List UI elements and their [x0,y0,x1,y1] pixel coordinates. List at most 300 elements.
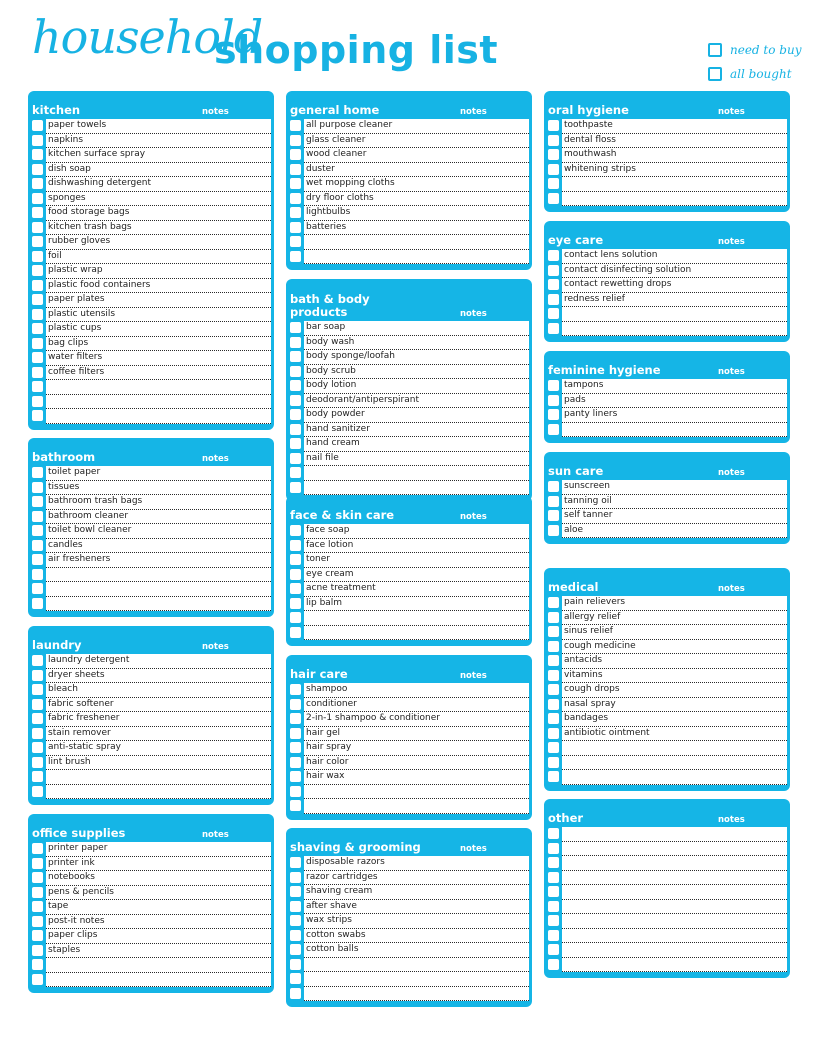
item-line[interactable] [562,914,787,929]
item-line[interactable] [46,900,271,915]
item-line[interactable] [46,293,271,308]
item-checkbox[interactable] [290,554,301,565]
item-checkbox[interactable] [32,728,43,739]
item-line[interactable] [304,770,529,785]
item-line[interactable] [304,221,529,236]
item-line[interactable] [46,192,271,207]
item-line[interactable] [562,423,787,438]
item-checkbox[interactable] [548,395,559,406]
item-checkbox[interactable] [548,771,559,782]
item-line[interactable] [46,134,271,149]
item-checkbox[interactable] [290,251,301,262]
item-line[interactable] [46,221,271,236]
item-checkbox[interactable] [548,178,559,189]
item-checkbox[interactable] [290,149,301,160]
item-line[interactable] [562,654,787,669]
item-line[interactable] [304,452,529,467]
item-line[interactable] [562,278,787,293]
item-checkbox[interactable] [548,757,559,768]
item-line[interactable] [562,640,787,655]
item-checkbox[interactable] [290,482,301,493]
item-checkbox[interactable] [290,467,301,478]
item-checkbox[interactable] [32,352,43,363]
item-line[interactable] [562,307,787,322]
item-line[interactable] [304,568,529,583]
item-checkbox[interactable] [290,872,301,883]
item-checkbox[interactable] [32,294,43,305]
item-label: 2-in-1 shampoo & conditioner [306,713,441,723]
item-checkbox[interactable] [290,800,301,811]
item-line[interactable] [46,148,271,163]
item-line[interactable] [46,756,271,771]
item-checkbox[interactable] [32,655,43,666]
item-checkbox[interactable] [290,583,301,594]
item-line[interactable] [304,148,529,163]
item-line[interactable] [562,249,787,264]
item-checkbox[interactable] [290,380,301,391]
item-line[interactable] [562,770,787,785]
item-line[interactable] [304,250,529,265]
item-line[interactable] [562,900,787,915]
item-line[interactable] [562,885,787,900]
item-line[interactable] [304,987,529,1002]
item-checkbox[interactable] [548,323,559,334]
item-checkbox[interactable] [548,149,559,160]
item-line[interactable] [562,712,787,727]
item-line[interactable] [46,654,271,669]
item-checkbox[interactable] [290,178,301,189]
item-label: air fresheners [48,554,111,564]
item-checkbox[interactable] [290,453,301,464]
item-line[interactable] [46,409,271,424]
item-line[interactable] [562,827,787,842]
item-checkbox[interactable] [32,396,43,407]
item-line[interactable] [46,308,271,323]
item-checkbox[interactable] [548,612,559,623]
item-line[interactable] [304,756,529,771]
item-checkbox[interactable] [32,193,43,204]
item-checkbox[interactable] [32,309,43,320]
item-checkbox[interactable] [290,424,301,435]
item-checkbox[interactable] [548,872,559,883]
item-checkbox[interactable] [548,164,559,175]
item-checkbox[interactable] [290,540,301,551]
item-checkbox[interactable] [290,627,301,638]
item-checkbox[interactable] [548,496,559,507]
item-line[interactable] [46,366,271,381]
item-line[interactable] [304,481,529,496]
item-checkbox[interactable] [290,786,301,797]
item-checkbox[interactable] [548,915,559,926]
item-checkbox[interactable] [290,207,301,218]
item-line[interactable] [562,683,787,698]
item-line[interactable] [46,973,271,988]
item-line[interactable] [46,337,271,352]
item-line[interactable] [304,698,529,713]
item-checkbox[interactable] [32,887,43,898]
item-line[interactable] [304,163,529,178]
item-checkbox[interactable] [290,988,301,999]
item-checkbox[interactable] [290,193,301,204]
item-checkbox[interactable] [32,540,43,551]
item-line[interactable] [46,582,271,597]
item-line[interactable] [304,900,529,915]
item-line[interactable] [304,177,529,192]
item-line[interactable] [304,350,529,365]
item-line[interactable] [304,871,529,886]
item-line[interactable] [304,799,529,814]
item-checkbox[interactable] [32,771,43,782]
list-item [286,553,532,568]
item-line[interactable] [46,235,271,250]
item-checkbox[interactable] [548,409,559,420]
item-line[interactable] [46,944,271,959]
item-checkbox[interactable] [290,525,301,536]
item-line[interactable] [562,322,787,337]
item-line[interactable] [304,597,529,612]
item-checkbox[interactable] [290,699,301,710]
item-line[interactable] [46,770,271,785]
item-checkbox[interactable] [32,265,43,276]
item-line[interactable] [304,408,529,423]
item-line[interactable] [46,163,271,178]
item-line[interactable] [562,148,787,163]
item-checkbox[interactable] [548,525,559,536]
list-item [544,408,790,423]
item-checkbox[interactable] [32,945,43,956]
item-line[interactable] [304,379,529,394]
item-checkbox[interactable] [32,149,43,160]
item-line[interactable] [46,669,271,684]
item-line[interactable] [304,394,529,409]
item-line[interactable] [562,163,787,178]
item-checkbox[interactable] [32,525,43,536]
item-line[interactable] [562,495,787,510]
item-checkbox[interactable] [32,236,43,247]
item-line[interactable] [304,958,529,973]
item-checkbox[interactable] [32,338,43,349]
item-checkbox[interactable] [548,481,559,492]
item-checkbox[interactable] [290,366,301,377]
item-checkbox[interactable] [290,222,301,233]
item-checkbox[interactable] [290,973,301,984]
item-line[interactable] [304,683,529,698]
item-checkbox[interactable] [548,135,559,146]
item-line[interactable] [304,119,529,134]
item-checkbox[interactable] [548,641,559,652]
item-checkbox[interactable] [548,742,559,753]
item-checkbox[interactable] [290,959,301,970]
item-checkbox[interactable] [290,757,301,768]
item-line[interactable] [562,842,787,857]
item-checkbox[interactable] [548,843,559,854]
item-checkbox[interactable] [548,828,559,839]
item-line[interactable] [46,597,271,612]
item-line[interactable] [304,785,529,800]
item-checkbox[interactable] [290,901,301,912]
item-checkbox[interactable] [548,308,559,319]
item-checkbox[interactable] [290,771,301,782]
item-checkbox[interactable] [548,193,559,204]
item-checkbox[interactable] [548,728,559,739]
item-line[interactable] [304,437,529,452]
item-line[interactable] [562,929,787,944]
item-line[interactable] [304,192,529,207]
item-checkbox[interactable] [290,395,301,406]
item-checkbox[interactable] [548,901,559,912]
item-line[interactable] [304,611,529,626]
item-line[interactable] [46,264,271,279]
item-checkbox[interactable] [548,684,559,695]
item-line[interactable] [304,336,529,351]
item-checkbox[interactable] [290,164,301,175]
item-checkbox[interactable] [32,901,43,912]
item-line[interactable] [46,395,271,410]
item-line[interactable] [46,119,271,134]
item-line[interactable] [304,856,529,871]
item-line[interactable] [46,351,271,366]
item-checkbox[interactable] [32,974,43,985]
item-line[interactable] [562,480,787,495]
item-checkbox[interactable] [548,380,559,391]
item-line[interactable] [562,596,787,611]
item-line[interactable] [46,727,271,742]
item-line[interactable] [304,972,529,987]
item-line[interactable] [304,321,529,336]
item-line[interactable] [304,235,529,250]
item-checkbox[interactable] [548,250,559,261]
item-line[interactable] [562,524,787,539]
item-checkbox[interactable] [548,655,559,666]
item-checkbox[interactable] [32,381,43,392]
item-line[interactable] [46,322,271,337]
item-line[interactable] [304,929,529,944]
item-checkbox[interactable] [290,569,301,580]
item-line[interactable] [304,365,529,380]
item-checkbox[interactable] [290,684,301,695]
item-line[interactable] [562,177,787,192]
item-checkbox[interactable] [32,670,43,681]
item-checkbox[interactable] [32,699,43,710]
item-line[interactable] [46,741,271,756]
item-checkbox[interactable] [32,135,43,146]
item-line[interactable] [562,134,787,149]
item-line[interactable] [562,741,787,756]
item-line[interactable] [562,856,787,871]
item-line[interactable] [46,539,271,554]
item-checkbox[interactable] [290,438,301,449]
item-line[interactable] [46,785,271,800]
item-line[interactable] [304,741,529,756]
item-checkbox[interactable] [32,482,43,493]
item-line[interactable] [304,423,529,438]
item-line[interactable] [46,698,271,713]
item-line[interactable] [46,250,271,265]
item-line[interactable] [46,886,271,901]
item-line[interactable] [562,293,787,308]
item-checkbox[interactable] [548,279,559,290]
item-checkbox[interactable] [32,786,43,797]
item-checkbox[interactable] [32,280,43,291]
item-checkbox[interactable] [548,265,559,276]
item-line[interactable] [304,712,529,727]
item-line[interactable] [562,669,787,684]
item-line[interactable] [46,380,271,395]
item-checkbox[interactable] [548,626,559,637]
item-label: pads [564,394,586,405]
item-checkbox[interactable] [548,857,559,868]
item-checkbox[interactable] [32,120,43,131]
item-checkbox[interactable] [290,409,301,420]
item-checkbox[interactable] [32,222,43,233]
item-line[interactable] [562,264,787,279]
item-checkbox[interactable] [548,597,559,608]
item-checkbox[interactable] [32,410,43,421]
item-checkbox[interactable] [290,236,301,247]
item-line[interactable] [46,466,271,481]
item-line[interactable] [562,698,787,713]
item-checkbox[interactable] [32,959,43,970]
item-checkbox[interactable] [32,164,43,175]
item-checkbox[interactable] [32,916,43,927]
item-checkbox[interactable] [32,872,43,883]
item-checkbox[interactable] [548,424,559,435]
item-checkbox[interactable] [290,135,301,146]
item-checkbox[interactable] [290,337,301,348]
item-line[interactable] [46,553,271,568]
item-checkbox[interactable] [32,742,43,753]
list-item [28,177,274,192]
item-checkbox[interactable] [32,757,43,768]
item-line[interactable] [304,553,529,568]
item-checkbox[interactable] [32,511,43,522]
item-checkbox[interactable] [32,207,43,218]
item-line[interactable] [304,626,529,641]
item-checkbox[interactable] [290,322,301,333]
item-line[interactable] [46,871,271,886]
item-line[interactable] [46,568,271,583]
item-checkbox[interactable] [32,467,43,478]
item-line[interactable] [304,943,529,958]
item-checkbox[interactable] [290,120,301,131]
item-line[interactable] [562,408,787,423]
item-checkbox[interactable] [290,886,301,897]
item-checkbox[interactable] [32,858,43,869]
item-checkbox[interactable] [32,251,43,262]
item-line[interactable] [46,683,271,698]
item-line[interactable] [46,510,271,525]
item-line[interactable] [46,177,271,192]
list-item [286,365,532,380]
item-line[interactable] [562,509,787,524]
item-line[interactable] [562,625,787,640]
item-checkbox[interactable] [548,713,559,724]
item-checkbox[interactable] [290,598,301,609]
item-checkbox[interactable] [548,944,559,955]
item-checkbox[interactable] [290,612,301,623]
item-checkbox[interactable] [32,367,43,378]
item-line[interactable] [304,206,529,221]
item-line[interactable] [46,481,271,496]
item-list [544,596,790,785]
item-checkbox[interactable] [548,120,559,131]
item-line[interactable] [304,582,529,597]
item-checkbox[interactable] [32,583,43,594]
list-item [544,943,790,958]
item-checkbox[interactable] [32,178,43,189]
item-line[interactable] [46,929,271,944]
item-line[interactable] [46,842,271,857]
item-line[interactable] [46,857,271,872]
list-item [286,597,532,612]
item-line[interactable] [562,379,787,394]
item-line[interactable] [304,539,529,554]
item-checkbox[interactable] [32,713,43,724]
item-line[interactable] [46,712,271,727]
item-line[interactable] [46,495,271,510]
item-line[interactable] [562,871,787,886]
item-line[interactable] [562,394,787,409]
item-line[interactable] [304,885,529,900]
item-checkbox[interactable] [548,959,559,970]
item-checkbox[interactable] [32,569,43,580]
item-line[interactable] [562,756,787,771]
item-line[interactable] [46,524,271,539]
item-checkbox[interactable] [290,857,301,868]
item-checkbox[interactable] [548,699,559,710]
item-checkbox[interactable] [32,843,43,854]
item-line[interactable] [562,958,787,973]
item-checkbox[interactable] [290,915,301,926]
item-line[interactable] [46,206,271,221]
item-checkbox[interactable] [290,944,301,955]
item-checkbox[interactable] [32,598,43,609]
item-label: wax strips [306,915,352,925]
item-checkbox[interactable] [290,930,301,941]
item-checkbox[interactable] [548,930,559,941]
item-checkbox[interactable] [32,684,43,695]
list-item [286,134,532,149]
item-checkbox[interactable] [32,554,43,565]
item-checkbox[interactable] [32,496,43,507]
item-line[interactable] [46,279,271,294]
item-line[interactable] [562,727,787,742]
item-line[interactable] [304,914,529,929]
item-checkbox[interactable] [548,886,559,897]
item-line[interactable] [46,915,271,930]
item-line[interactable] [304,466,529,481]
item-line[interactable] [304,134,529,149]
title-household: household [32,10,263,64]
item-checkbox[interactable] [290,728,301,739]
list-item [286,336,532,351]
item-checkbox[interactable] [32,930,43,941]
item-checkbox[interactable] [548,294,559,305]
item-checkbox[interactable] [548,670,559,681]
item-checkbox[interactable] [290,713,301,724]
item-line[interactable] [562,943,787,958]
item-line[interactable] [562,192,787,207]
item-checkbox[interactable] [290,351,301,362]
item-line[interactable] [46,958,271,973]
item-line[interactable] [562,119,787,134]
item-checkbox[interactable] [290,742,301,753]
item-line[interactable] [304,524,529,539]
item-checkbox[interactable] [548,510,559,521]
item-line[interactable] [304,727,529,742]
item-checkbox[interactable] [32,323,43,334]
item-line[interactable] [562,611,787,626]
